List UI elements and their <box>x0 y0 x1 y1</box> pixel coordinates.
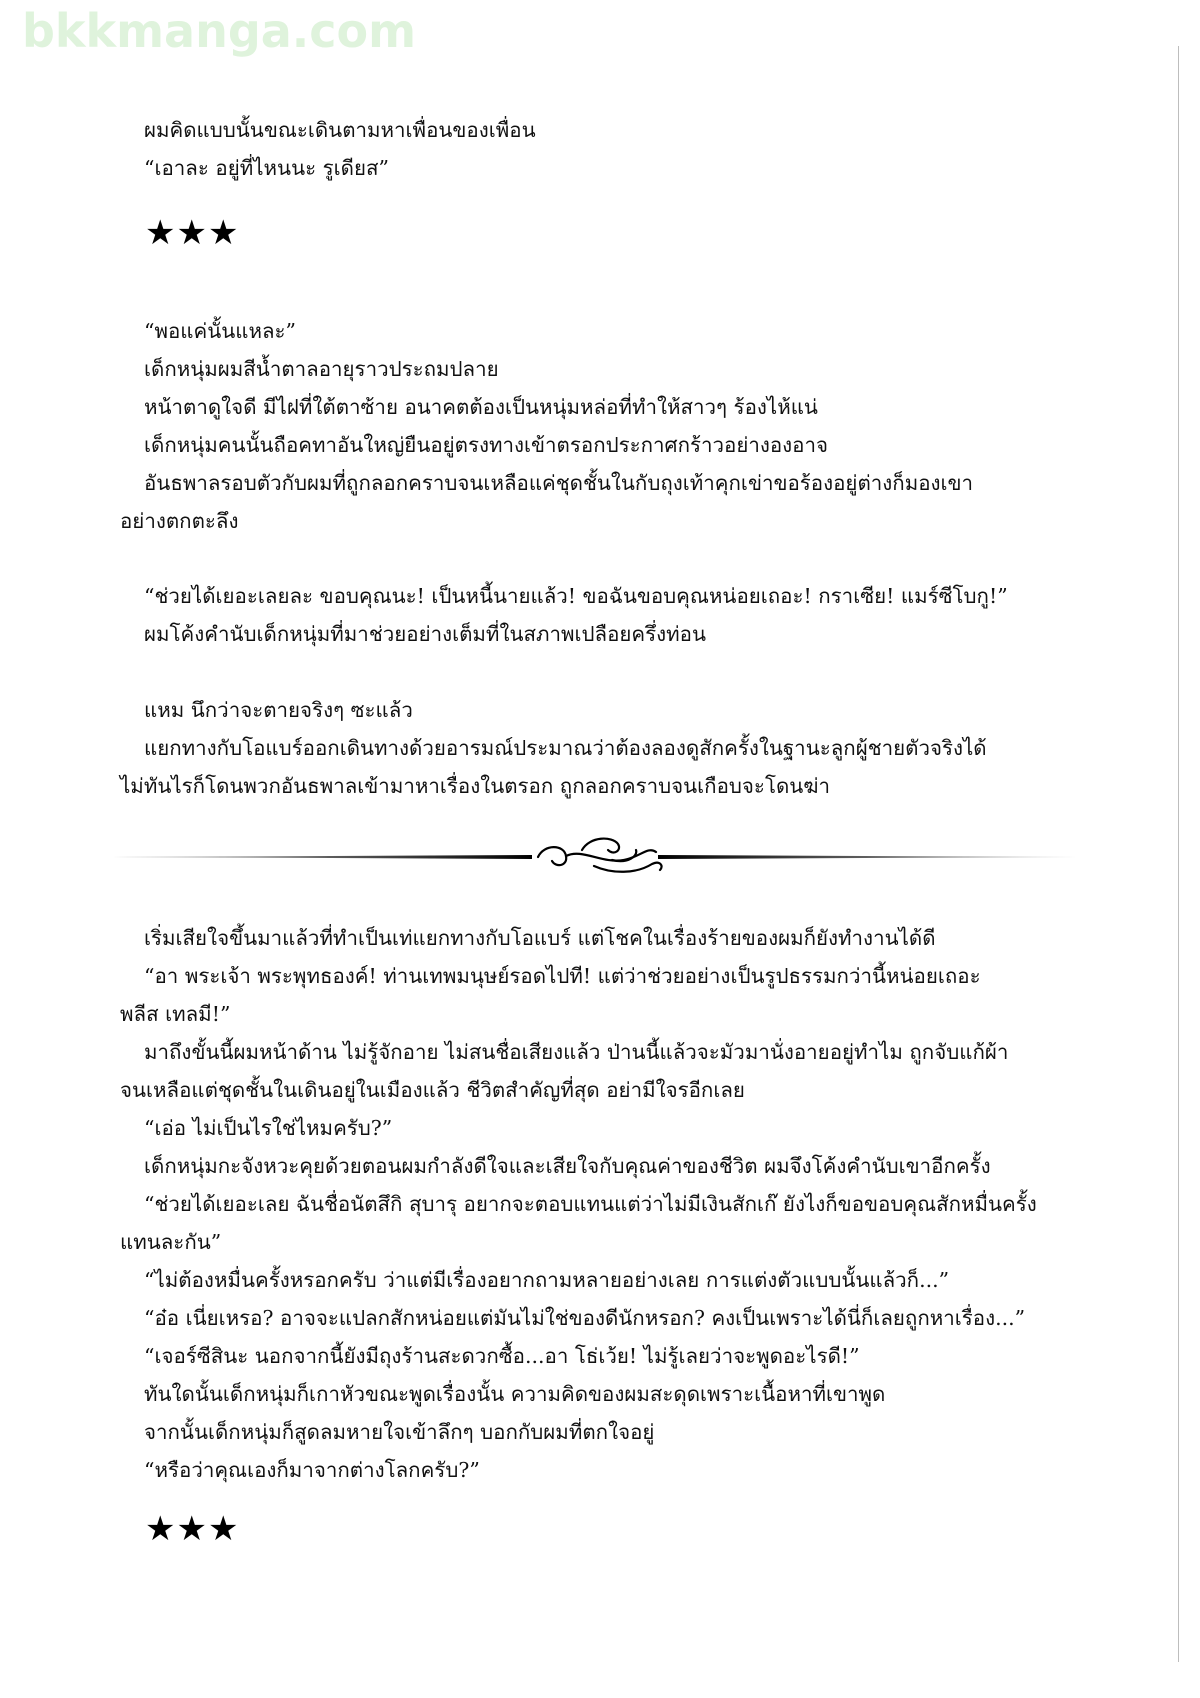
text-line: ผมโค้งคำนับเด็กหนุ่มที่มาช่วยอย่างเต็มที่ในสภาพเปลือยครึ่งท่อน <box>144 622 706 646</box>
paragraph-block-3 <box>120 577 1082 653</box>
text-line: แยกทางกับโอแบร์ออกเดินทางด้วยอารมณ์ประมาณว่าต้องลองดูสักครั้งในฐานะลูกผู้ชายตัวจริงได้ <box>144 736 987 760</box>
text-line: “พอแค่นั้นแหละ” <box>144 319 297 343</box>
text-line: แทนละกัน” <box>120 1230 222 1254</box>
paragraph-block-2 <box>120 312 1082 540</box>
text-line: “อา พระเจ้า พระพุทธองค์! ท่านเทพมนุษย์รอดไปที! แต่ว่าช่วยอย่างเป็นรูปธรรมกว่านี้หน่อยเถอะ <box>144 964 981 988</box>
text-line: จากนั้นเด็กหนุ่มก็สูดลมหายใจเข้าลึกๆ บอกกับผมที่ตกใจอยู่ <box>144 1420 655 1444</box>
text-line: “หรือว่าคุณเองก็มาจากต่างโลกครับ?” <box>144 1458 480 1482</box>
text-line: เด็กหนุ่มกะจังหวะคุยด้วยตอนผมกำลังดีใจและเสียใจกับคุณค่าของชีวิต ผมจึงโค้งคำนับเขาอีกครั้ง <box>144 1154 991 1178</box>
paragraph-block-5 <box>120 919 1082 1489</box>
text-line: ผมคิดแบบนั้นขณะเดินตามหาเพื่อนของเพื่อน <box>144 118 536 142</box>
ornamental-divider <box>112 830 1078 886</box>
text-line: แหม นึกว่าจะตายจริงๆ ซะแล้ว <box>144 698 413 722</box>
scene-break-stars: ★★★ <box>145 213 240 253</box>
paragraph-block-1 <box>120 111 1082 187</box>
text-line: ทันใดนั้นเด็กหนุ่มก็เกาหัวขณะพูดเรื่องนั้น ความคิดของผมสะดุดเพราะเนื้อหาที่เขาพูด <box>144 1382 886 1406</box>
text-line: ไม่ทันไรก็โดนพวกอันธพาลเข้ามาหาเรื่องในตรอก ถูกลอกคราบจนเกือบจะโดนฆ่า <box>120 774 831 798</box>
text-line: “เอาละ อยู่ที่ไหนนะ รูเดียส” <box>144 156 389 180</box>
paragraph-block-4 <box>120 691 1082 805</box>
scene-break-stars: ★★★ <box>145 1509 240 1549</box>
page-edge-line <box>1178 46 1179 1662</box>
text-line: “อ๋อ เนี่ยเหรอ? อาจจะแปลกสักหน่อยแต่มันไม่ใช่ของดีนักหรอก? คงเป็นเพราะได้นี่ก็เลยถูกหาเรื่อง...” <box>144 1306 1026 1330</box>
site-watermark: bkkmanga.com <box>22 4 417 58</box>
text-line: “ไม่ต้องหมื่นครั้งหรอกครับ ว่าแต่มีเรื่องอยากถามหลายอย่างเลย การแต่งตัวแบบนั้นแล้วก็...” <box>144 1268 950 1292</box>
text-line: “เจอร์ซีสินะ นอกจากนี้ยังมีถุงร้านสะดวกซื้อ...อา โธ่เว้ย! ไม่รู้เลยว่าจะพูดอะไรดี!” <box>144 1344 860 1368</box>
text-line: เด็กหนุ่มผมสีน้ำตาลอายุราวประถมปลาย <box>144 357 499 381</box>
text-line: “ช่วยได้เยอะเลยละ ขอบคุณนะ! เป็นหนี้นายแล้ว! ขอฉันขอบคุณหน่อยเถอะ! กราเซีย! แมร์ซีโบกู!” <box>144 584 1008 608</box>
text-line: เด็กหนุ่มคนนั้นถือคทาอันใหญ่ยืนอยู่ตรงทางเข้าตรอกประกาศกร้าวอย่างองอาจ <box>144 433 829 457</box>
text-line: มาถึงขั้นนี้ผมหน้าด้าน ไม่รู้จักอาย ไม่สนชื่อเสียงแล้ว ป่านนี้แล้วจะมัวมานั่งอายอยู่ทำไม ถูกจับแก้ผ้า <box>144 1040 1009 1064</box>
text-line: หน้าตาดูใจดี มีไฝที่ใต้ตาซ้าย อนาคตต้องเป็นหนุ่มหล่อที่ทำให้สาวๆ ร้องไห้แน่ <box>144 395 818 419</box>
text-line: จนเหลือแต่ชุดชั้นในเดินอยู่ในเมืองแล้ว ชีวิตสำคัญที่สุด อย่ามีใจรอีกเลย <box>120 1078 745 1102</box>
text-line: อันธพาลรอบตัวกับผมที่ถูกลอกคราบจนเหลือแค่ชุดชั้นในกับถุงเท้าคุกเข่าขอร้องอยู่ต่างก็มองเขา <box>144 471 974 495</box>
text-line: เริ่มเสียใจขึ้นมาแล้วที่ทำเป็นเท่แยกทางกับโอแบร์ แต่โชคในเรื่องร้ายของผมก็ยังทำงานได้ดี <box>144 926 936 950</box>
text-line: “เอ่อ ไม่เป็นไรใช่ไหมครับ?” <box>144 1116 393 1140</box>
text-line: อย่างตกตะลึง <box>120 509 239 533</box>
text-line: “ช่วยได้เยอะเลย ฉันชื่อนัตสึกิ สุบารุ อยากจะตอบแทนแต่ว่าไม่มีเงินสักเก๊ ยังไงก็ขอขอบคุณสักหมื่นครั้ง <box>144 1192 1037 1216</box>
text-line: พลีส เทลมี!” <box>120 1002 231 1026</box>
